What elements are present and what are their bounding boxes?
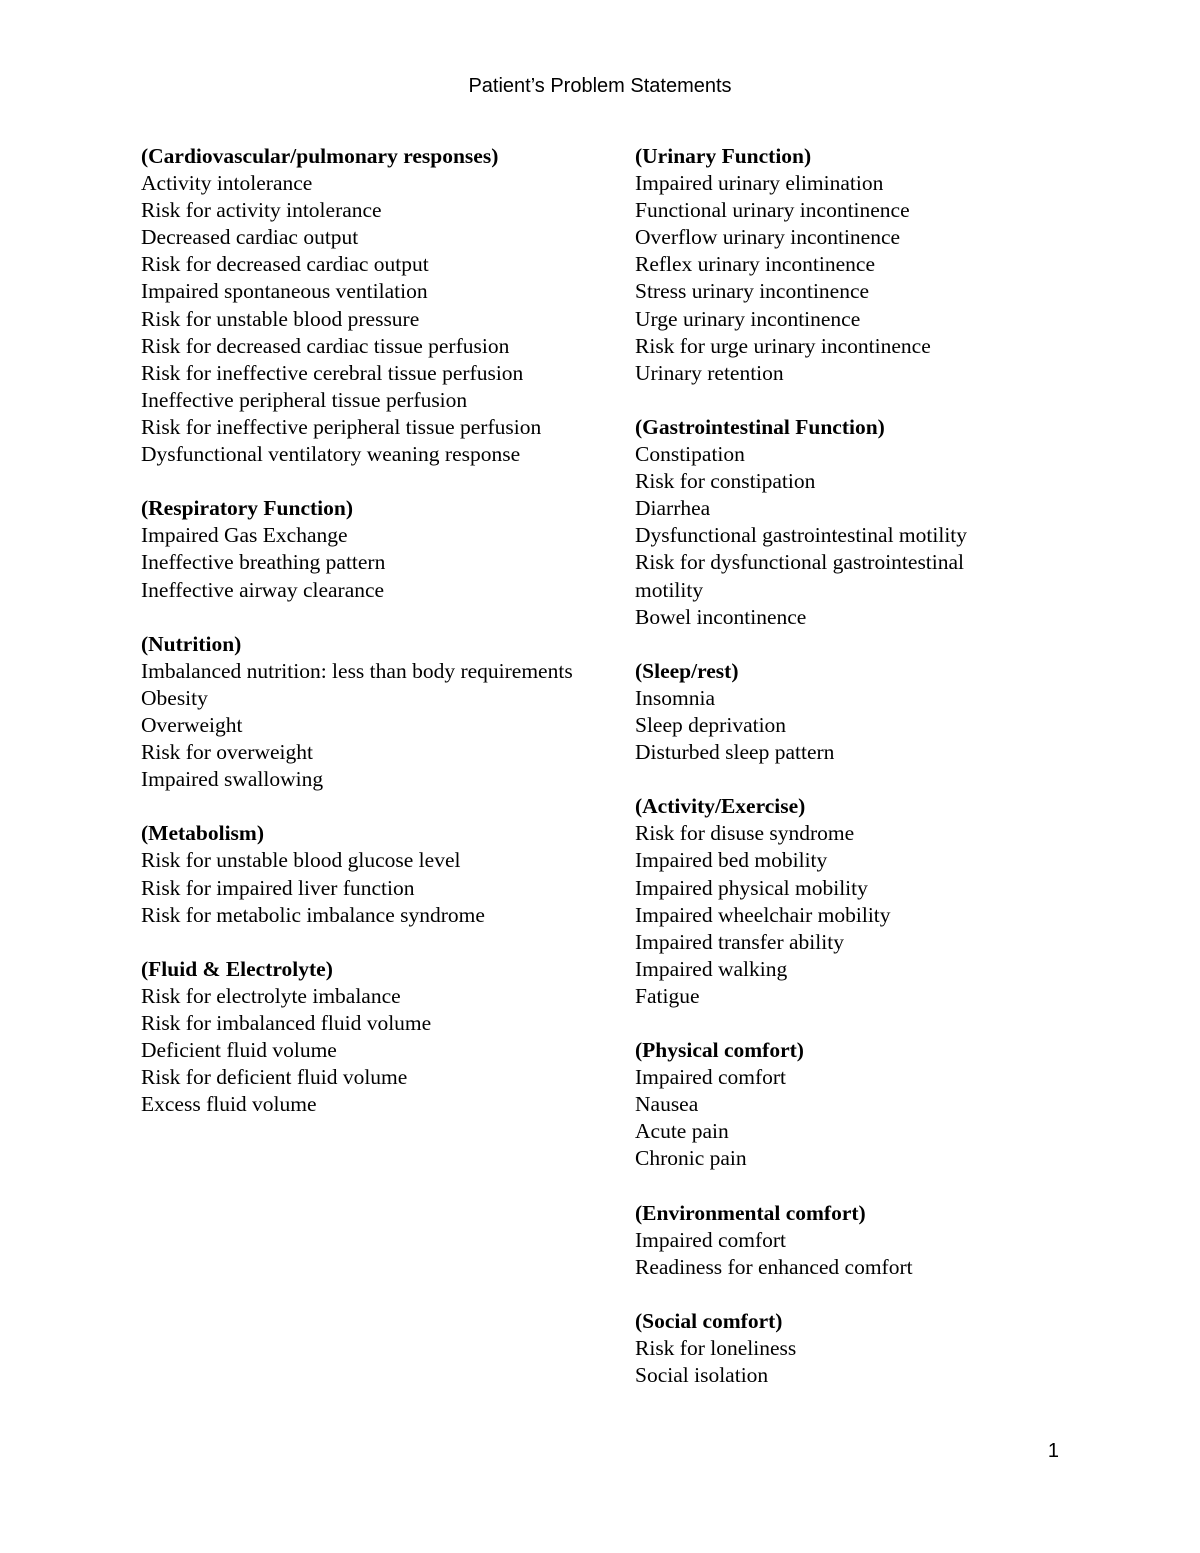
section-heading: (Cardiovascular/pulmonary responses) [141, 144, 499, 168]
section-heading: (Physical comfort) [635, 1038, 804, 1063]
problem-item: Risk for disuse syndrome [635, 821, 855, 846]
problem-item: Risk for constipation [635, 469, 816, 494]
section-heading: (Metabolism) [141, 821, 264, 846]
problem-item: Functional urinary incontinence [635, 198, 910, 223]
problem-item: Dysfunctional ventilatory weaning response [141, 442, 521, 467]
section-physical-comfort [635, 1037, 1035, 1172]
problem-item: Activity intolerance [141, 171, 313, 196]
problem-item: Overflow urinary incontinence [635, 225, 901, 250]
section-metabolism [141, 820, 581, 928]
problem-item: Impaired physical mobility [635, 875, 868, 900]
problem-list [635, 441, 1035, 631]
problem-item: Impaired Gas Exchange [141, 523, 348, 548]
section-gastrointestinal-function [635, 414, 1035, 631]
section-urinary-function [635, 143, 1035, 387]
section-heading: (Nutrition) [141, 631, 242, 656]
problem-item: Imbalanced nutrition: less than body requirements [141, 658, 573, 683]
problem-item: Risk for impaired liver function [141, 875, 415, 900]
section-heading: (Sleep/rest) [635, 658, 739, 683]
problem-item: Constipation [635, 442, 745, 467]
problem-item: Impaired comfort [635, 1065, 787, 1090]
problem-item: Risk for loneliness [635, 1336, 797, 1361]
problem-item: Diarrhea [635, 496, 711, 521]
problem-item: Risk for decreased cardiac output [141, 252, 429, 277]
problem-item: Chronic pain [635, 1146, 747, 1171]
section-sleep-rest [635, 658, 1035, 766]
problem-item: Urinary retention [635, 360, 784, 385]
section-heading: (Fluid & Electrolyte) [141, 956, 333, 981]
problem-list [635, 1064, 1035, 1172]
problem-item: Ineffective peripheral tissue perfusion [141, 387, 468, 412]
problem-list [635, 685, 1035, 766]
problem-item: Ineffective breathing pattern [141, 550, 386, 575]
problem-list [635, 1335, 1035, 1389]
problem-item: Reflex urinary incontinence [635, 252, 875, 277]
left-column [141, 143, 581, 1145]
problem-list [635, 170, 1035, 387]
problem-list [141, 847, 581, 928]
section-heading: (Respiratory Function) [141, 496, 353, 521]
problem-item: Impaired comfort [635, 1227, 787, 1252]
problem-item: Risk for decreased cardiac tissue perfusion [141, 333, 510, 358]
section-nutrition [141, 631, 581, 794]
problem-item: Obesity [141, 685, 208, 710]
problem-item: Insomnia [635, 685, 716, 710]
problem-item: Impaired bed mobility [635, 848, 828, 873]
problem-item: Impaired wheelchair mobility [635, 902, 891, 927]
problem-list [635, 820, 1035, 1010]
section-environmental-comfort [635, 1200, 1035, 1281]
problem-item: Risk for unstable blood pressure [141, 306, 420, 331]
problem-item: Disturbed sleep pattern [635, 740, 835, 765]
problem-item: Risk for overweight [141, 740, 313, 765]
problem-item: Risk for dysfunctional gastrointestinal motility [635, 550, 965, 602]
section-cardiovascular-pulmonary-responses [141, 143, 581, 468]
problem-item: Ineffective airway clearance [141, 577, 385, 602]
problem-item: Risk for imbalanced fluid volume [141, 1011, 432, 1035]
problem-item: Urge urinary incontinence [635, 306, 861, 331]
problem-item: Decreased cardiac output [141, 225, 359, 250]
section-heading: (Urinary Function) [635, 144, 812, 168]
problem-item: Nausea [635, 1092, 699, 1117]
problem-item: Risk for ineffective cerebral tissue perfusion [141, 360, 524, 385]
right-column [635, 143, 1035, 1416]
page-number: 1 [1047, 1440, 1059, 1462]
problem-item: Risk for urge urinary incontinence [635, 333, 931, 358]
problem-list [141, 522, 581, 603]
section-heading: (Environmental comfort) [635, 1200, 866, 1225]
problem-item: Risk for unstable blood glucose level [141, 848, 461, 873]
problem-item: Impaired urinary elimination [635, 171, 884, 196]
problem-item: Risk for deficient fluid volume [141, 1065, 408, 1090]
problem-item: Excess fluid volume [141, 1092, 317, 1117]
section-activity-exercise [635, 793, 1035, 1010]
problem-item: Impaired spontaneous ventilation [141, 279, 428, 304]
problem-list [141, 658, 581, 793]
section-heading: (Activity/Exercise) [635, 794, 806, 819]
problem-list [635, 1227, 1035, 1281]
problem-item: Impaired transfer ability [635, 929, 844, 954]
problem-item: Impaired swallowing [141, 767, 324, 792]
problem-item: Risk for electrolyte imbalance [141, 983, 401, 1008]
section-fluid-electrolyte [141, 956, 581, 1119]
problem-item: Risk for ineffective peripheral tissue perfusion [141, 414, 542, 439]
problem-item: Overweight [141, 712, 243, 737]
section-heading: (Gastrointestinal Function) [635, 414, 885, 439]
problem-item: Fatigue [635, 983, 700, 1008]
problem-item: Acute pain [635, 1119, 729, 1144]
section-social-comfort [635, 1308, 1035, 1389]
section-respiratory-function [141, 495, 581, 603]
problem-item: Social isolation [635, 1363, 769, 1388]
problem-item: Bowel incontinence [635, 604, 807, 629]
problem-item: Stress urinary incontinence [635, 279, 870, 304]
section-heading: (Social comfort) [635, 1309, 783, 1334]
problem-item: Risk for metabolic imbalance syndrome [141, 902, 485, 927]
problem-list [141, 983, 581, 1118]
problem-item: Dysfunctional gastrointestinal motility [635, 523, 968, 548]
problem-item: Risk for activity intolerance [141, 198, 382, 223]
problem-item: Readiness for enhanced comfort [635, 1254, 913, 1279]
problem-item: Deficient fluid volume [141, 1038, 337, 1063]
page-title: Patient’s Problem Statements [468, 75, 732, 97]
problem-item: Impaired walking [635, 956, 788, 981]
problem-item: Sleep deprivation [635, 712, 787, 737]
problem-list [141, 170, 581, 468]
